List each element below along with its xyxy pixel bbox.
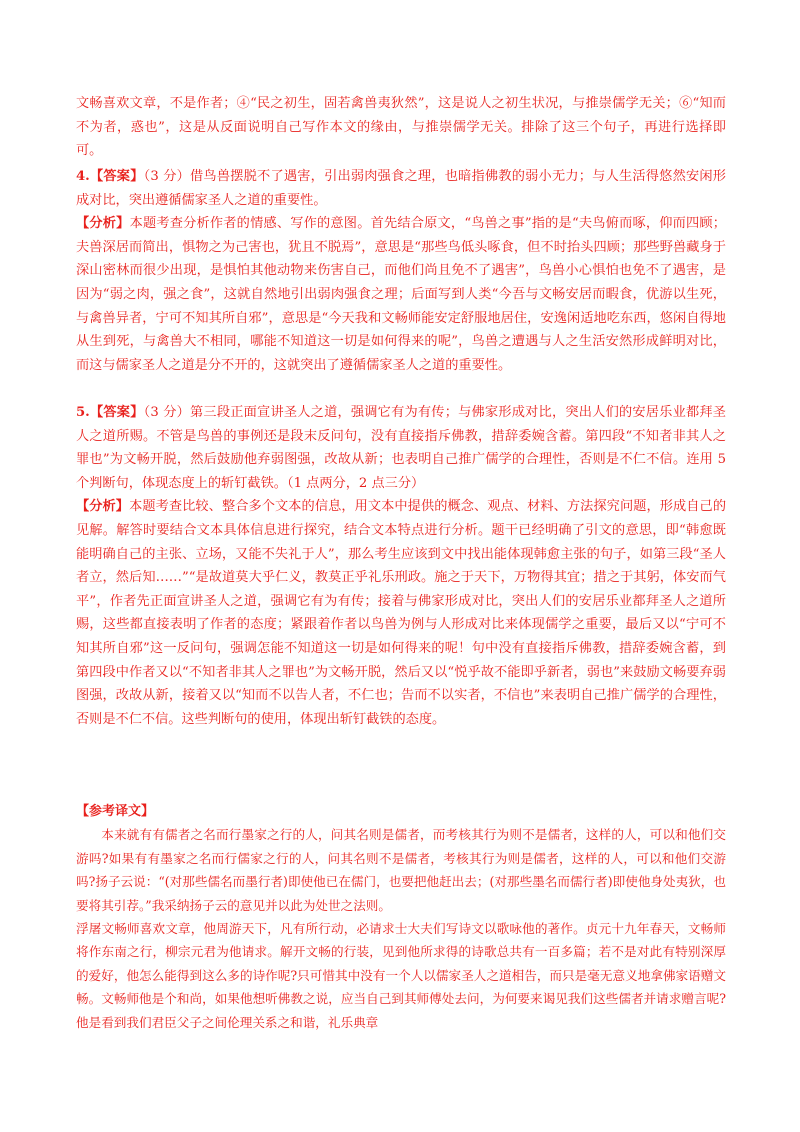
intro-text: 文畅喜欢文章，不是作者；④“民之初生，固若禽兽夷狄然”，这是说人之初生状况，与推崇儒学无关；⑥“知而不为者，惑也”，这是从反面说明自己写作本文的缘由，与推崇儒学无关。排除了这三个句子，再进行选择即可。: [76, 96, 726, 159]
q4-analysis-tag: 【分析】: [76, 216, 130, 232]
q4-analysis-text: 本题考查分析作者的情感、写作的意图。首先结合原文，“鸟兽之事”指的是“夫鸟俯而啄，仰而四顾；夫兽深居而简出，惧物之为己害也，犹且不脱焉”，意思是“那些鸟低头啄食，但不时抬头四顾；那些野兽藏身于深山密林而很少出现，是惧怕其他动物来伤害自己，而他们尚且免不了遇害”，鸟兽小心惧怕也免不了遇害，是因为“弱之肉，强之食”，这就自然地引出弱肉强食之理；后面写到人类“今吾与文畅安居而暇食，优游以生死，与禽兽异者，宁可不知其所自邪”，意思是“今天我和文畅师能安定舒服地居住，安逸闲适地吃东西，悠闲自得地从生到死，与禽兽大不相同，哪能不知道这一切是如何得来的呢”，鸟兽之遭遇与人之生活安然形成鲜明对比，而这与儒家圣人之道是分不开的，这就突出了遵循儒家圣人之道的重要性。: [76, 216, 726, 373]
q5-analysis-text: 本题考查比较、整合多个文本的信息，用文本中提供的概念、观点、材料、方法探究问题，形成自己的见解。解答时要结合文本具体信息进行探究，结合文本特点进行分析。题干已经明确了引文的意思，即“韩愈既能明确自己的主张、立场，又能不失礼于人”，那么考生应该到文中找出能体现韩愈主张的句子，如第三段“圣人者立，然后知……”“是故道莫大乎仁义，教莫正乎礼乐刑政。施之于天下，万物得其宜；措之于其躬，体安而气平”，作者先正面宣讲圣人之道，强调它有为有传；接着与佛家形成对比，突出人们的安居乐业都拜圣人之道所赐，这些都直接表明了作者的态度；紧跟着作者以鸟兽为例与人形成对比来体现儒学之重要，最后又以“宁可不知其所自邪”这一反问句，强调怎能不知道这一切是如何得来的呢！句中没有直接指斥佛教，措辞委婉含蓄，到第四段中作者又以“不知者非其人之罪也”为文畅开脱，然后又以“悦乎故不能即乎新者，弱也”来鼓励文畅要弃弱图强，改故从新，接着又以“知而不以告人者，不仁也；告而不以实者，不信也”来表明自己推广儒学的合理性，否则是不仁不信。这些判断句的使用，体现出斩钉截铁的态度。: [76, 499, 727, 727]
q4-answer: [76, 165, 726, 212]
q5-analysis: [76, 495, 726, 731]
q5-answer-text: （3 分）第三段正面宣讲圣人之道，强调它有为有传；与佛家形成对比，突出人们的安居乐业都拜圣人之道所赐。不管是鸟兽的事例还是段末反问句，没有直接指斥佛教，措辞委婉含蓄。第四段“不知者非其人之罪也”为文畅开脱，然后鼓励他弃弱图强，改故从新；也表明自己推广儒学的合理性，否则是不仁不信。连用 5 个判断句，体现态度上的斩钉截铁。（1 点两分，2 点三分）: [76, 405, 726, 491]
q4-answer-tag: 4.【答案】: [76, 169, 144, 184]
question-4-block: [76, 165, 726, 377]
q4-answer-text: （3 分）借鸟兽摆脱不了遇害，引出弱肉强食之理，也暗指佛教的弱小无力；与人生活得悠然安闲形成对比，突出遵循儒家圣人之道的重要性。: [76, 169, 726, 208]
translation-paragraph-1: 本来就有有儒者之名而行墨家之行的人，问其名则是儒者，而考核其行为则不是儒者，这样的人，可以和他们交游吗?如果有有墨家之名而行儒家之行的人，问其名则不是儒者，考核其行为则是儒者，这样的人，可以和他们交游吗?扬子云说：“(对那些儒名而墨行者)即使他已在儒门，也要把他赶出去；(对那些墨名而儒行者)即使他身处夷狄，也要将其引荐。”我采纳扬子云的意见并以此为处世之法则。: [76, 827, 726, 913]
question-5-block: [76, 401, 726, 731]
intro-paragraph: [76, 92, 726, 163]
q5-analysis-tag: 【分析】: [76, 499, 130, 515]
translation-block: [76, 800, 726, 1034]
q5-answer-tag: 5.【答案】: [76, 405, 144, 420]
translation-paragraph-2: 浮屠文畅师喜欢文章，他周游天下，凡有所行动，必请求士大夫们写诗文以歌咏他的著作。贞元十九年春天，文畅师将作东南之行，柳宗元君为他请求。解开文畅的行装，见到他所求得的诗歌总共有一百多篇；若不是对此有特别深厚的爱好，他怎么能得到这么多的诗作呢?只可惜其中没有一个人以儒家圣人之道相告，而只是毫无意义地拿佛家语赠文畅。文畅师他是个和尚，如果他想听佛教之说，应当自己到其师傅处去问，为何要来谒见我们这些儒者并请求赠言呢?他是看到我们君臣父子之间伦理关系之和谐，礼乐典章: [76, 921, 726, 1030]
q4-analysis: [76, 212, 726, 377]
q5-answer: [76, 401, 726, 495]
translation-heading: 【参考译文】: [76, 804, 155, 819]
